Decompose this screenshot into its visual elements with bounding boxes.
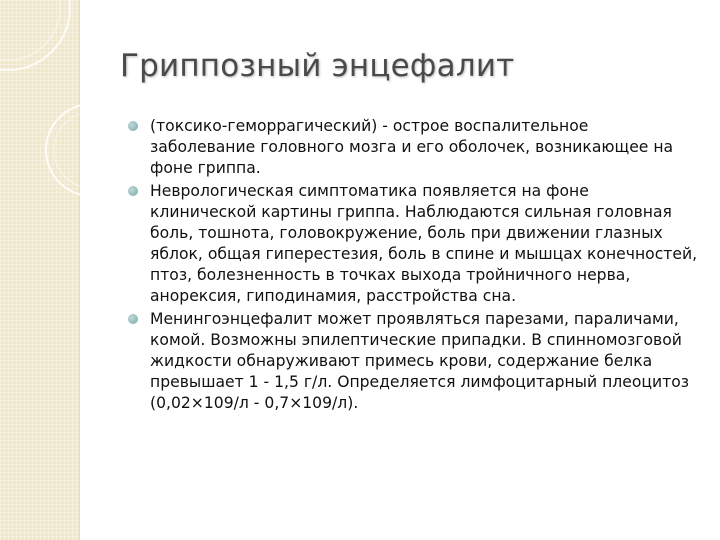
bullet-text: (токсико-геморрагический) - острое воспалительное заболевание головного мозга и его оболочек, возникающее на фоне гриппа. <box>150 117 674 177</box>
decorative-side-strip <box>0 0 80 540</box>
bullet-item <box>128 116 698 179</box>
bullet-dot-icon <box>128 314 138 324</box>
bullet-list <box>128 116 698 416</box>
bullet-text: Менингоэнцефалит может проявляться парезами, параличами, комой. Возможны эпилептические припадки. В спинномозговой жидкости обнаруживают примесь крови, содержание белка превышает 1 - 1,5 г/л. Определяется лимфоцитарный плеоцитоз (0,02×109/л - 0,7×109/л). <box>150 310 690 412</box>
bullet-item <box>128 181 698 307</box>
bullet-dot-icon <box>128 121 138 131</box>
bullet-item <box>128 309 698 414</box>
bullet-text: Неврологическая симптоматика появляется на фоне клинической картины гриппа. Наблюдаются сильная головная боль, тошнота, головокружение, боль при движении глазных яблок, общая гиперестезия, боль в спине и мышцах конечностей, птоз, болезненность в точках выхода тройничного нерва, анорексия, гиподинамия, расстройства сна. <box>150 182 698 305</box>
bullet-dot-icon <box>128 186 138 196</box>
slide-title: Гриппозный энцефалит <box>120 48 515 84</box>
